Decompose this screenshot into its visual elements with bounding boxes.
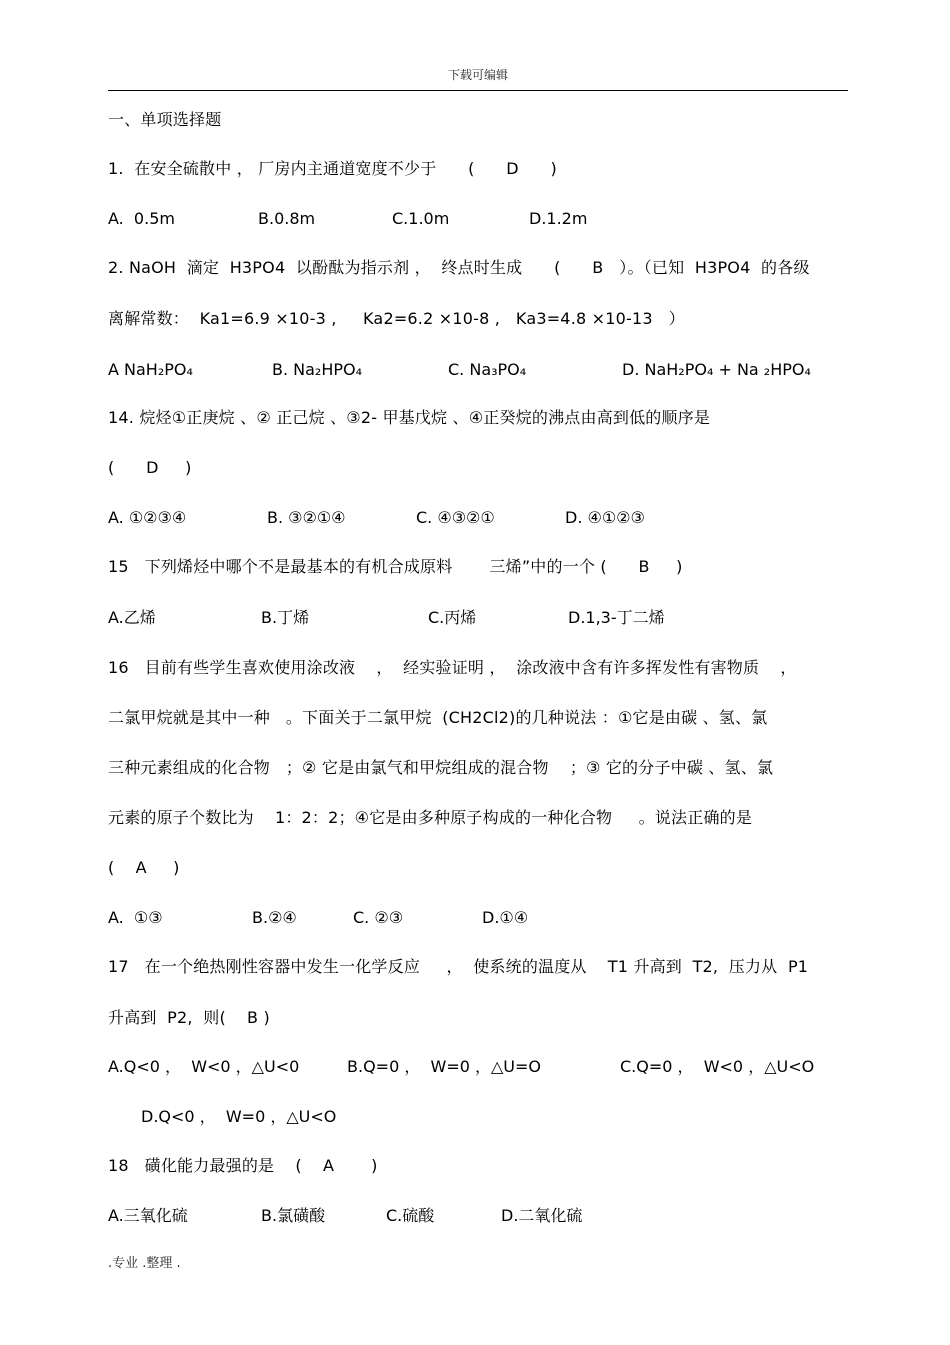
q1-option-a: A. 0.5m <box>108 209 175 228</box>
q2-option-d: D. NaH₂PO₄ + Na ₂HPO₄ <box>622 360 811 379</box>
q17-option-b: B.Q=0 ， W=0 ，△U=O <box>347 1057 542 1076</box>
q16-option-b: B.②④ <box>252 908 297 927</box>
question-2-stem-line1: 2. NaOH 滴定 H3PO4 以酚酞为指示剂 ， 终点时生成 ( B ）。（已知 H3PO4 的各级 <box>108 258 810 277</box>
question-17-stem-line2: 升高到 P2, 则( B ) <box>108 1008 270 1027</box>
q1-option-d: D.1.2m <box>529 209 588 228</box>
question-16-stem-line2: 二氯甲烷就是其中一种 。下面关于二氯甲烷 (CH2Cl2)的几种说法 ：①它是由碳 、氢、氯 <box>108 708 768 727</box>
q17-option-d: D.Q<0 ， W=0 ，△U<O <box>141 1107 337 1126</box>
question-1-stem: 1. 在安全硫散中 ， 厂房内主通道宽度不少于 ( D ) <box>108 159 557 178</box>
section-title: 一、单项选择题 <box>108 110 222 129</box>
question-15-stem: 15 下列烯烃中哪个不是最基本的有机合成原料 三烯”中的一个 ( B ) <box>108 557 683 576</box>
q15-option-b: B.丁烯 <box>261 608 310 627</box>
q18-option-b: B.氯磺酸 <box>261 1206 326 1225</box>
q18-option-a: A.三氧化硫 <box>108 1206 188 1225</box>
q18-option-d: D.二氧化硫 <box>501 1206 583 1225</box>
question-2-stem-line2: 离解常数： Ka1=6.9 ×10-3 , Ka2=6.2 ×10-8 , Ka3=4.8 ×10-13 ） <box>108 309 685 328</box>
question-14-stem-line2: ( D ) <box>108 458 192 477</box>
q16-option-c: C. ②③ <box>353 908 404 927</box>
question-17-stem-line1: 17 在一个绝热刚性容器中发生一化学反应 ， 使系统的温度从 T1 升高到 T2, 压力从 P1 <box>108 957 809 976</box>
q14-option-a: A. ①②③④ <box>108 508 187 527</box>
question-16-stem-line3: 三种元素组成的化合物 ；② 它是由氯气和甲烷组成的混合物 ；③ 它的分子中碳 、氢、氯 <box>108 758 774 777</box>
q17-option-c: C.Q=0 ， W<0 ，△U<O <box>620 1057 815 1076</box>
question-18-stem: 18 磺化能力最强的是 ( A ) <box>108 1156 378 1175</box>
question-14-stem-line1: 14. 烷烃①正庚烷 、② 正己烷 、③2- 甲基戊烷 、④正癸烷的沸点由高到低的顺序是 <box>108 408 711 427</box>
q15-option-a: A.乙烯 <box>108 608 156 627</box>
q15-option-d: D.1,3-丁二烯 <box>568 608 665 627</box>
q18-option-c: C.硫酸 <box>386 1206 435 1225</box>
q16-option-a: A. ①③ <box>108 908 163 927</box>
q14-option-c: C. ④③②① <box>416 508 495 527</box>
q14-option-b: B. ③②①④ <box>267 508 346 527</box>
question-16-stem-line5: ( A ) <box>108 858 180 877</box>
q2-option-c: C. Na₃PO₄ <box>448 360 527 379</box>
q17-option-a: A.Q<0 ， W<0 ，△U<0 <box>108 1057 300 1076</box>
question-16-stem-line4: 元素的原子个数比为 1：2：2；④它是由多种原子构成的一种化合物 。说法正确的是 <box>108 808 753 827</box>
question-16-stem-line1: 16 目前有些学生喜欢使用涂改液 ， 经实验证明 ， 涂改液中含有许多挥发性有害物质 ， <box>108 658 797 677</box>
header-divider <box>108 90 848 91</box>
q1-option-c: C.1.0m <box>392 209 450 228</box>
q2-option-a: A NaH₂PO₄ <box>108 360 193 379</box>
page-footer: .专业 .整理 . <box>108 1256 181 1271</box>
q15-option-c: C.丙烯 <box>428 608 477 627</box>
page-header: 下载可编辑 <box>447 68 508 82</box>
q16-option-d: D.①④ <box>482 908 529 927</box>
q14-option-d: D. ④①②③ <box>565 508 645 527</box>
q2-option-b: B. Na₂HPO₄ <box>272 360 363 379</box>
q1-option-b: B.0.8m <box>258 209 316 228</box>
